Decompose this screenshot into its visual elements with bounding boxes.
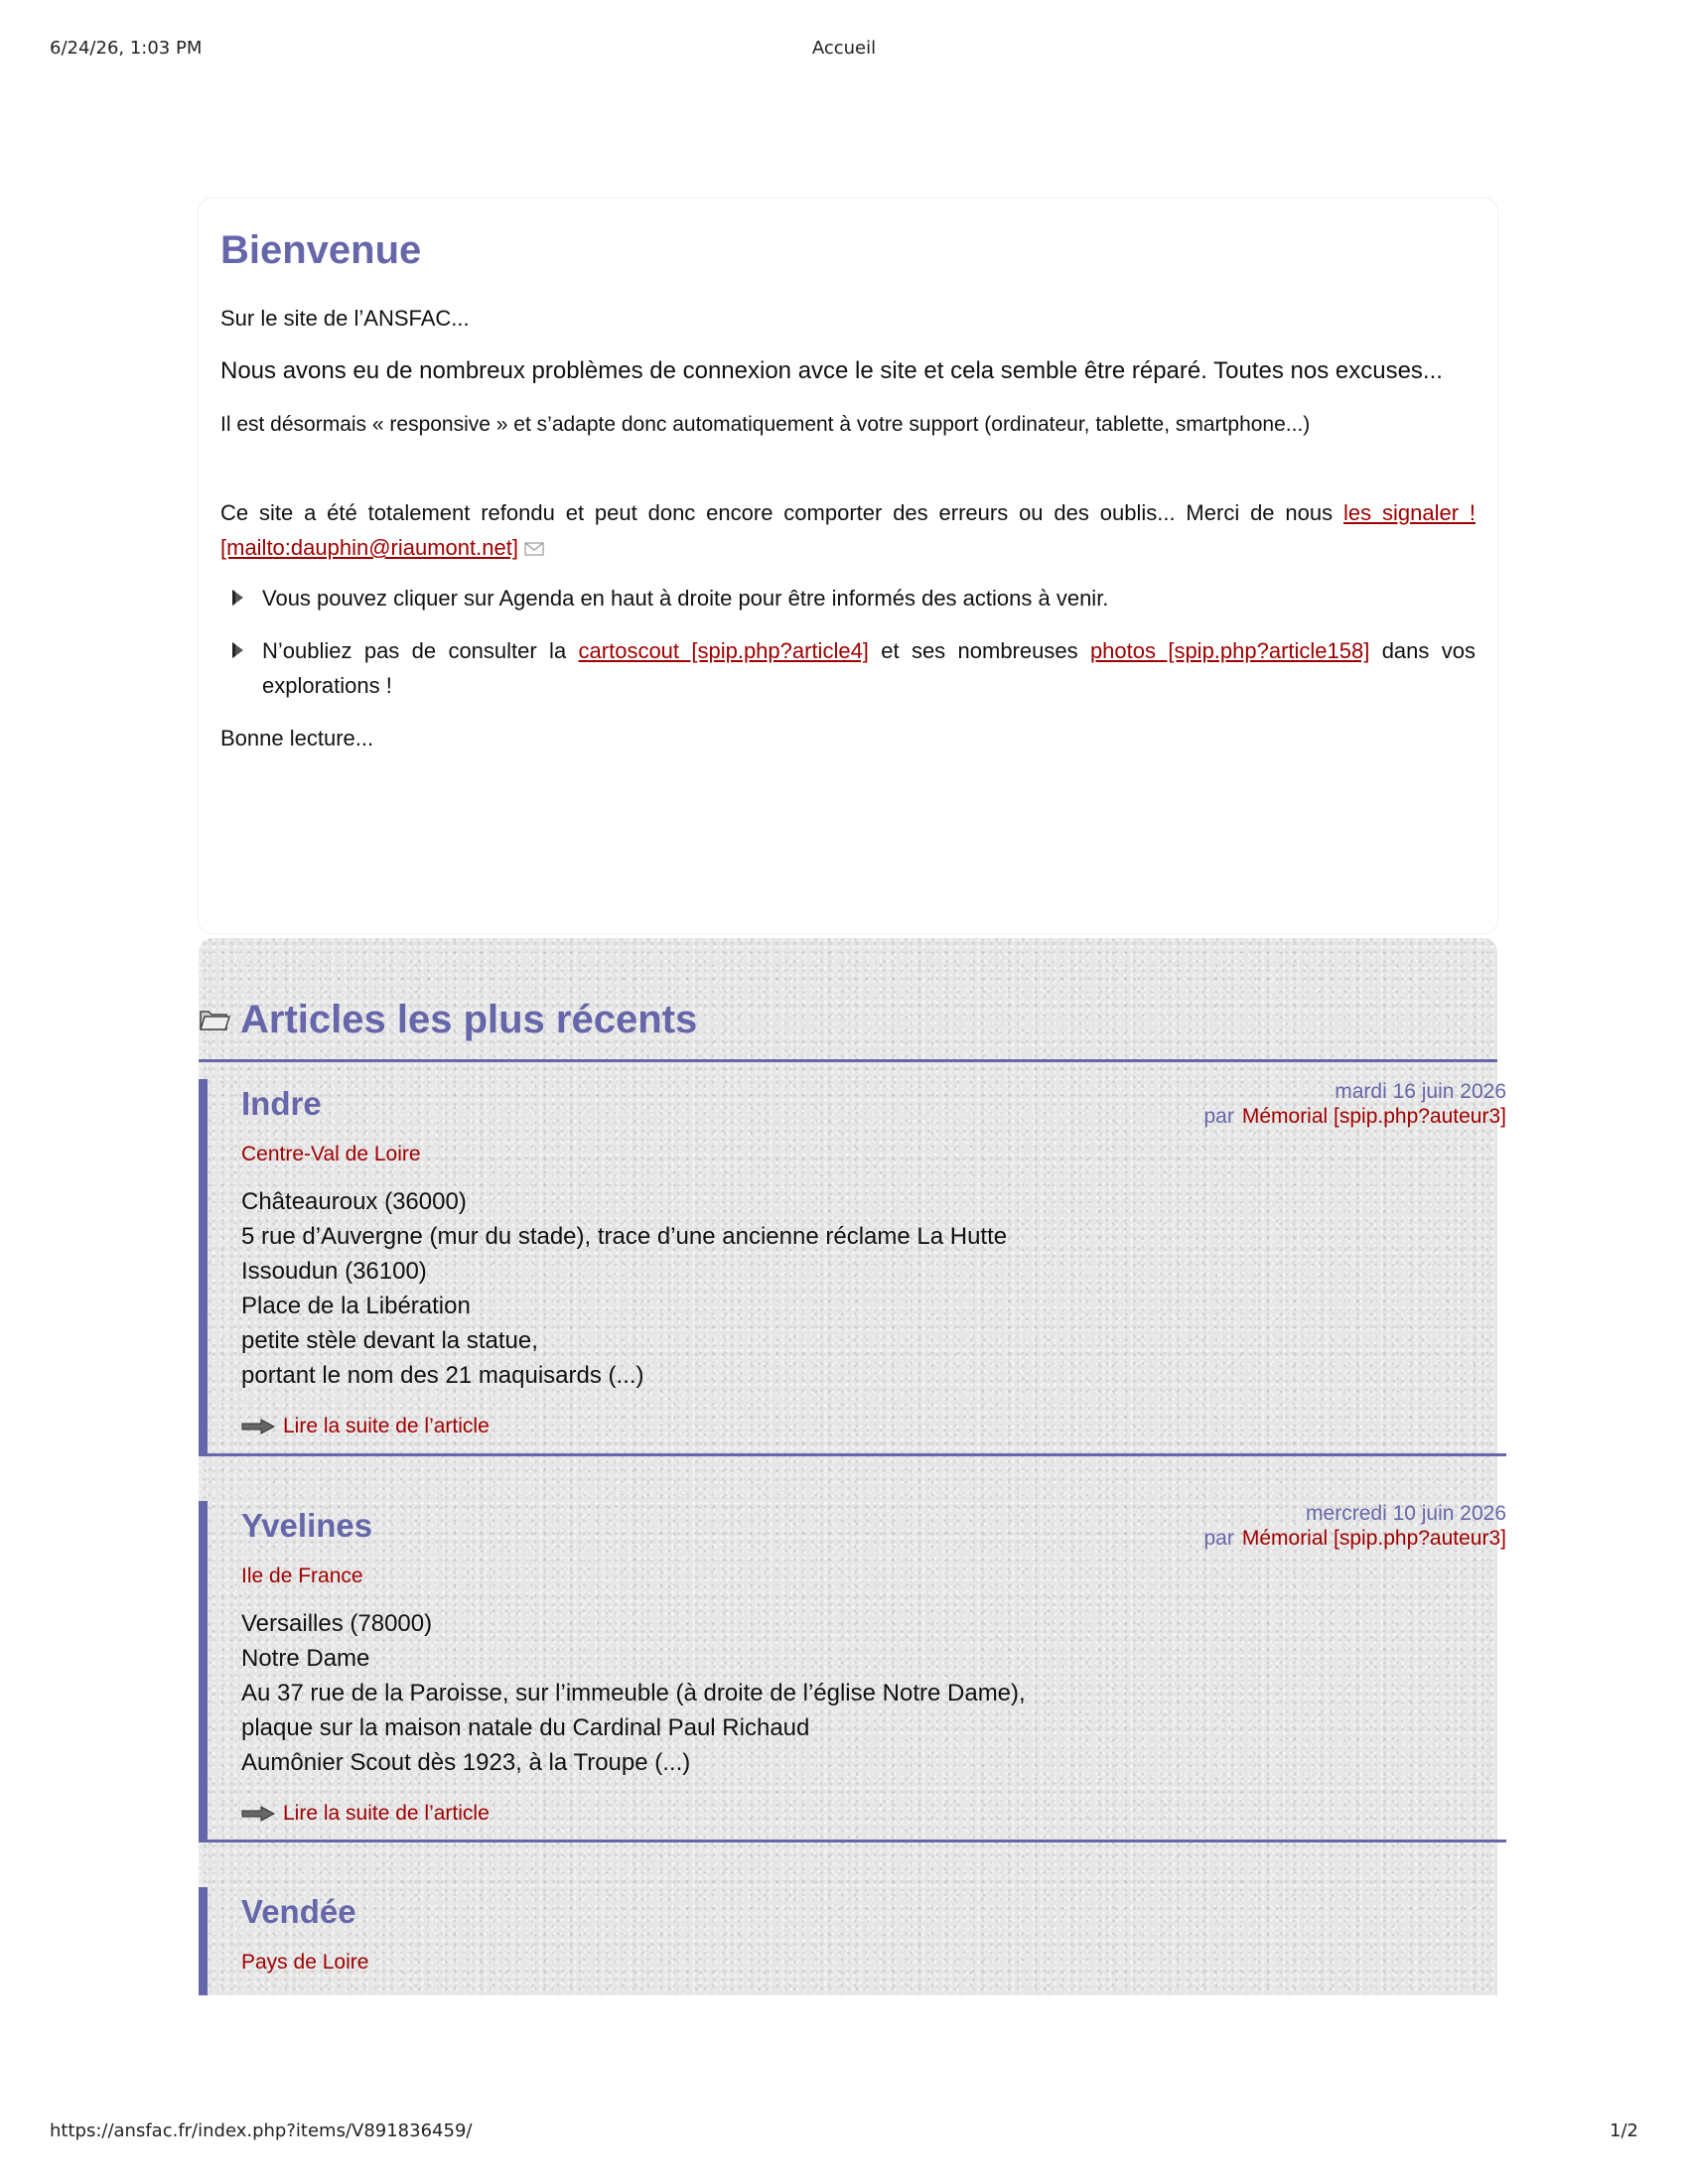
- excerpt-line: 5 rue d’Auvergne (mur du stade), trace d’une ancienne réclame La Hutte: [241, 1223, 1008, 1250]
- excerpt-line: Aumônier Scout dès 1923, à la Troupe (...): [241, 1749, 691, 1776]
- article-meta: [1203, 1501, 1506, 1551]
- excerpt-line: Notre Dame: [241, 1645, 370, 1672]
- article-title[interactable]: Indre: [241, 1085, 322, 1122]
- connection-notice: Nous avons eu de nombreux problèmes de connexion avce le site et cela semble être réparé. Toutes nos excuses...: [220, 357, 1443, 384]
- read-more-link[interactable]: [241, 1802, 490, 1826]
- welcome-subtitle: Sur le site de l’ANSFAC...: [220, 306, 470, 331]
- excerpt-line: Issoudun (36100): [241, 1258, 427, 1285]
- signal-link-label: les signaler !: [1342, 500, 1476, 525]
- agenda-text: Vous pouvez cliquer sur Agenda en haut à droite pour être informés des actions à venir.: [262, 586, 1109, 611]
- arrow-right-icon: [241, 1419, 275, 1434]
- list-item: [220, 581, 1476, 615]
- recent-articles-header: [199, 998, 1497, 1062]
- welcome-box: [199, 199, 1497, 933]
- triangle-bullet-icon: [230, 641, 244, 659]
- article-item: [199, 1079, 1506, 1456]
- excerpt-line: Au 37 rue de la Paroisse, sur l’immeuble (à droite de l’église Notre Dame),: [241, 1680, 1026, 1706]
- author-link[interactable]: Mémorial [spip.php?auteur3]: [1241, 1527, 1506, 1550]
- cartoscout-text-b: et ses nombreuses: [868, 638, 1090, 663]
- excerpt-line: plaque sur la maison natale du Cardinal Paul Richaud: [241, 1714, 810, 1741]
- triangle-bullet-icon: [230, 589, 244, 607]
- closing-text: Bonne lecture...: [220, 726, 374, 751]
- print-page-title: Accueil: [811, 38, 877, 59]
- responsive-notice: Il est désormais « responsive » et s’adapte donc automatiquement à votre support (ordinateur, tablette, smartphone...): [220, 413, 1311, 436]
- recent-articles-section: [199, 938, 1506, 1995]
- author-link[interactable]: Mémorial [spip.php?auteur3]: [1241, 1105, 1506, 1128]
- photos-link[interactable]: photos [spip.php?article158]: [1089, 638, 1370, 663]
- article-region[interactable]: Ile de France: [241, 1565, 363, 1587]
- arrow-right-icon: [241, 1806, 275, 1822]
- article-excerpt: [241, 1184, 1135, 1393]
- article-meta: [1203, 1079, 1506, 1129]
- read-more-link[interactable]: [241, 1415, 490, 1438]
- article-item: [199, 1887, 1506, 1995]
- print-footer: [0, 2120, 1688, 2144]
- byline-label: par: [1203, 1527, 1234, 1550]
- article-byline: [1203, 1104, 1506, 1129]
- welcome-content: [220, 228, 1476, 755]
- recent-articles-title: Articles les plus récents: [240, 998, 698, 1041]
- article-title[interactable]: Vendée: [241, 1893, 356, 1930]
- article-date: mercredi 10 juin 2026: [1306, 1502, 1506, 1525]
- article-title[interactable]: Yvelines: [241, 1507, 373, 1544]
- article-date: mardi 16 juin 2026: [1335, 1080, 1506, 1103]
- print-url: https://ansfac.fr/index.php?items/V891836459/: [50, 2120, 473, 2141]
- article-item: [199, 1501, 1506, 1843]
- read-more-label: Lire la suite de l’article: [283, 1415, 490, 1437]
- excerpt-line: portant le nom des 21 maquisards (...): [241, 1362, 644, 1389]
- print-datetime: 6/24/26, 1:03 PM: [50, 38, 203, 59]
- excerpt-line: petite stèle devant la statue,: [241, 1327, 538, 1354]
- excerpt-line: Place de la Libération: [241, 1293, 471, 1319]
- article-byline: [1203, 1526, 1506, 1551]
- cartoscout-text-a: N’oubliez pas de consulter la: [262, 638, 579, 663]
- info-list: [220, 581, 1476, 703]
- excerpt-line: Versailles (78000): [241, 1610, 433, 1637]
- print-page-number: 1/2: [1610, 2120, 1638, 2141]
- excerpt-line: Châteauroux (36000): [241, 1188, 467, 1215]
- list-item: [220, 633, 1476, 703]
- print-header: [0, 38, 1688, 62]
- read-more-label: Lire la suite de l’article: [283, 1802, 490, 1825]
- refondu-paragraph: [220, 495, 1476, 565]
- refondu-text: Ce site a été totalement refondu et peut donc encore comporter des erreurs ou des oublis... Merci de nous: [220, 500, 1343, 525]
- byline-label: par: [1203, 1105, 1234, 1128]
- folder-icon: [199, 1006, 230, 1031]
- cartoscout-link[interactable]: cartoscout [spip.php?article4]: [578, 638, 869, 663]
- welcome-title: Bienvenue: [220, 228, 422, 272]
- article-region[interactable]: Pays de Loire: [241, 1951, 369, 1974]
- article-region[interactable]: Centre-Val de Loire: [241, 1143, 421, 1165]
- cartoscout-text-c: dans vos explorations !: [262, 638, 1476, 698]
- mail-icon: [524, 542, 544, 556]
- article-excerpt: [241, 1606, 1135, 1780]
- signal-link-href: [mailto:dauphin@riaumont.net]: [220, 535, 518, 560]
